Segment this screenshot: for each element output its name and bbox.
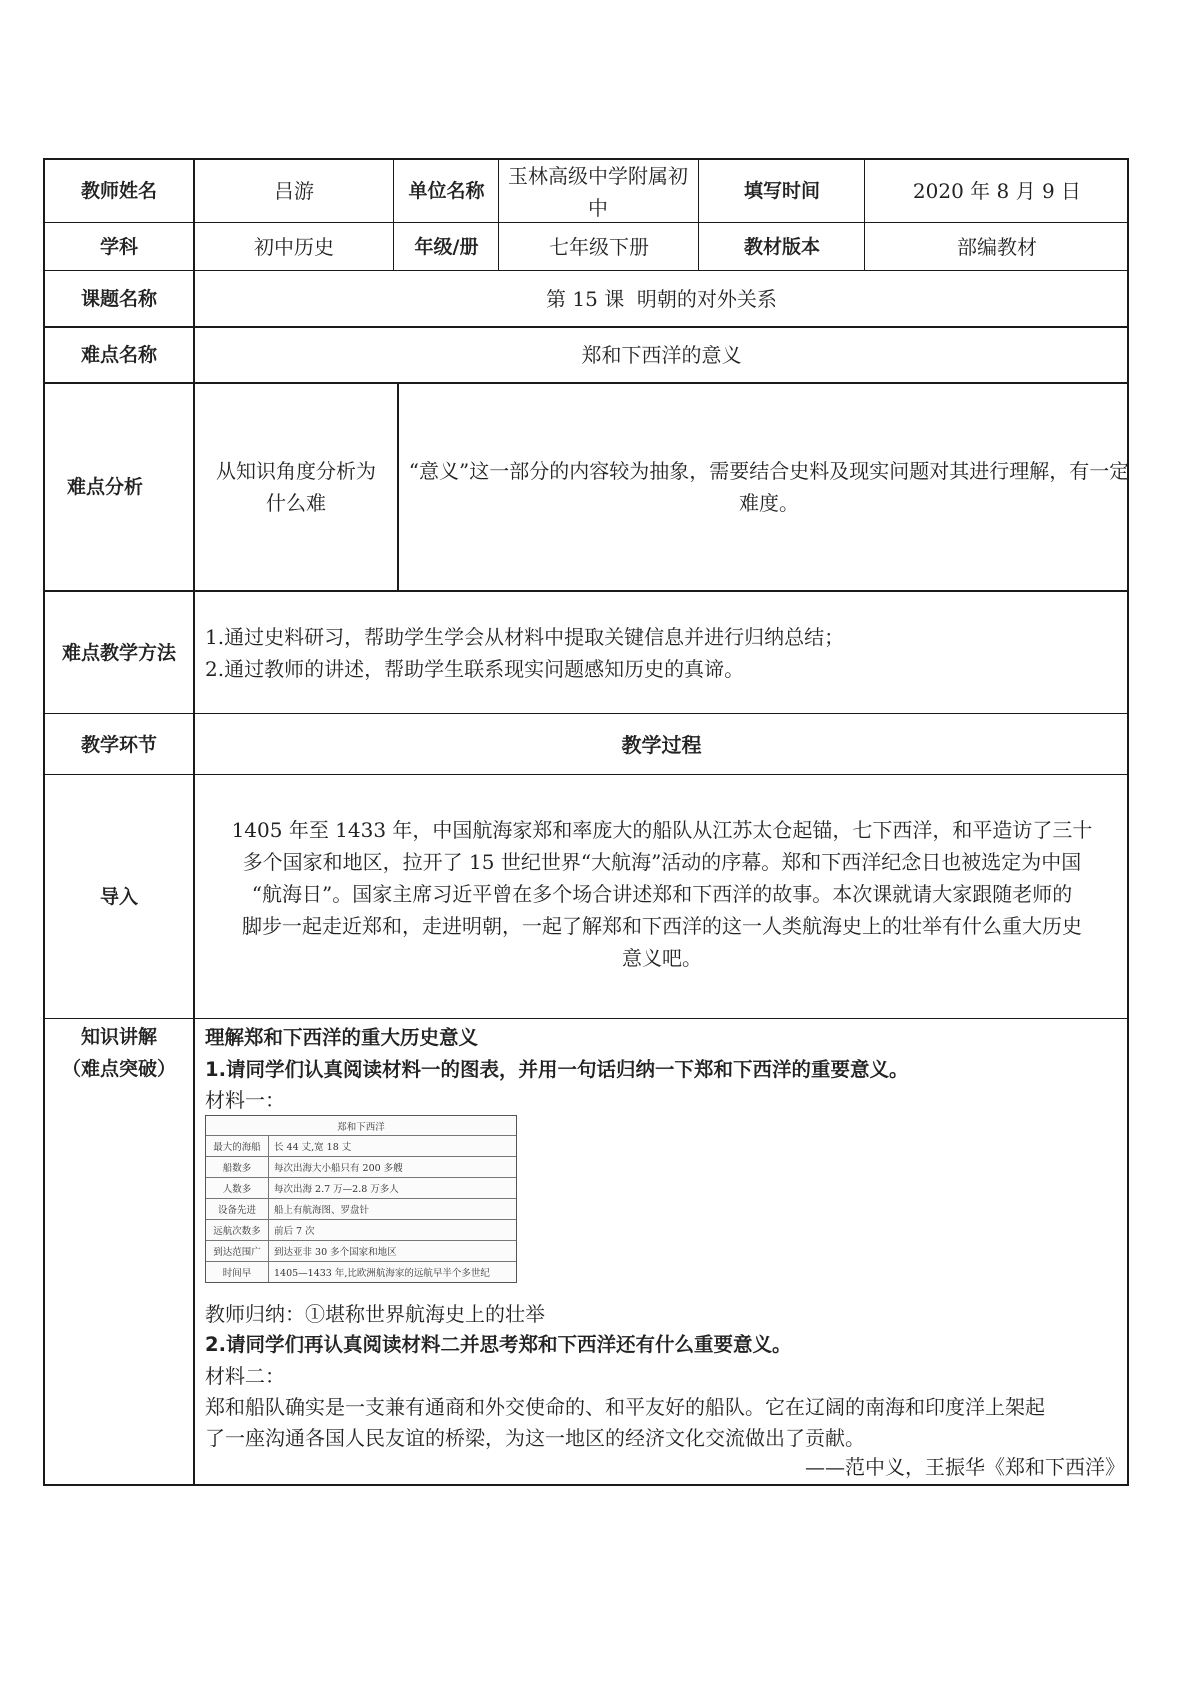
col-divider <box>864 158 865 270</box>
method-line-1: 1.通过史料研习，帮助学生学会从材料中提取关键信息并进行归纳总结； <box>205 625 845 649</box>
analysis-value: “意义”这一部分的内容较为抽象，需要结合史料及现实问题对其进行理解，有一定难度。 <box>408 459 1130 515</box>
material-row-value: 1405—1433 年,比欧洲航海家的远航早半个多世纪 <box>274 1267 490 1279</box>
row-divider <box>43 774 1129 775</box>
edition: 部编教材 <box>957 235 1037 259</box>
intro-line: 多个国家和地区，拉开了 15 世纪世界“大航海”活动的序幕。郑和下西洋纪念日也被选定为中国 <box>242 850 1082 874</box>
unit-label: 单位名称 <box>408 180 485 202</box>
topic-label: 课题名称 <box>80 288 157 310</box>
material-2-label: 材料二： <box>205 1364 285 1388</box>
method-line-2: 2.通过教师的讲述，帮助学生联系现实问题感知历史的真谛。 <box>205 657 745 681</box>
teacher-label: 教师姓名 <box>80 180 157 202</box>
date-label: 填写时间 <box>743 180 820 202</box>
col-divider <box>393 158 394 270</box>
material-row-value: 到达亚非 30 多个国家和地区 <box>274 1246 397 1258</box>
material-row-key: 最大的海船 <box>213 1141 261 1153</box>
row-divider <box>43 713 1129 714</box>
intro-text <box>199 814 1125 974</box>
edition-label: 教材版本 <box>743 236 820 258</box>
row-divider <box>43 590 1129 592</box>
analysis-label: 难点分析 <box>66 476 143 498</box>
material-1-label: 材料一： <box>205 1088 285 1112</box>
topic-value: 第 15 课 明朝的对外关系 <box>546 287 777 311</box>
material-row-value: 前后 7 次 <box>274 1225 315 1237</box>
knowledge-sub-label: （难点突破） <box>61 1058 176 1080</box>
knowledge-label: 知识讲解 <box>80 1026 157 1048</box>
row-divider <box>43 270 1129 271</box>
knowledge-title: 理解郑和下西洋的重大历史意义 <box>205 1026 479 1049</box>
difficulty-label: 难点名称 <box>80 344 157 366</box>
col-divider <box>498 158 499 270</box>
process-step-label: 教学环节 <box>80 733 157 756</box>
grade-label: 年级/册 <box>414 236 479 258</box>
material-2-line: 了一座沟通各国人民友谊的桥梁，为这一地区的经济文化交流做出了贡献。 <box>205 1426 865 1450</box>
intro-line: “航海日”。国家主席习近平曾在多个场合讲述郑和下西洋的故事。本次课就请大家跟随老师的 <box>251 882 1073 906</box>
grade: 七年级下册 <box>549 235 649 259</box>
difficulty-value: 郑和下西洋的意义 <box>581 343 742 367</box>
material-row-key: 远航次数多 <box>213 1225 261 1237</box>
material-table-title: 郑和下西洋 <box>337 1121 385 1133</box>
question-2: 2.请同学们再认真阅读材料二并思考郑和下西洋还有什么重要意义。 <box>205 1333 792 1356</box>
process-label: 教学过程 <box>621 732 702 757</box>
teacher-name: 吕游 <box>274 179 314 203</box>
fill-date: 2020 年 8 月 9 日 <box>912 179 1082 203</box>
method-label: 难点教学方法 <box>61 641 176 664</box>
material-row-key: 设备先进 <box>217 1204 256 1216</box>
material-row-key: 船数多 <box>222 1162 252 1174</box>
unit-name: 玉林高级中学附属初中 <box>508 164 688 220</box>
material-row-key: 时间早 <box>222 1267 252 1279</box>
material-row-value: 船上有航海图、罗盘针 <box>274 1204 370 1216</box>
intro-line: 意义吧。 <box>622 946 702 970</box>
material-row-value: 每次出海大小船只有 200 多艘 <box>274 1162 403 1174</box>
intro-line: 脚步一起走近郑和，走进明朝，一起了解郑和下西洋的这一人类航海史上的壮举有什么重大历史 <box>242 914 1082 938</box>
col-divider <box>698 158 699 270</box>
material-row-key: 到达范围广 <box>213 1246 261 1258</box>
subject-label: 学科 <box>99 236 138 258</box>
material-2-source: ——范中义，王振华《郑和下西洋》 <box>805 1455 1125 1479</box>
material-row-value: 每次出海 2.7 万—2.8 万多人 <box>274 1183 399 1195</box>
material-row-key: 人数多 <box>222 1183 252 1195</box>
subject: 初中历史 <box>254 235 334 259</box>
intro-line: 1405 年至 1433 年，中国航海家郑和率庞大的船队从江苏太仓起锚，七下西洋，和平造访了三十 <box>231 818 1093 842</box>
question-1: 1.请同学们认真阅读材料一的图表，并用一句话归纳一下郑和下西洋的重要意义。 <box>205 1058 909 1081</box>
material-2-line: 郑和船队确实是一支兼有通商和外交使命的、和平友好的船队。它在辽阔的南海和印度洋上架起 <box>205 1395 1045 1419</box>
analysis-sub-label: 从知识角度分析为什么难 <box>216 459 376 515</box>
intro-label: 导入 <box>99 886 138 908</box>
material-1-table <box>205 1115 517 1283</box>
row-divider <box>43 1018 1129 1019</box>
col-divider <box>397 382 399 590</box>
material-row-value: 长 44 丈,宽 18 丈 <box>274 1141 352 1153</box>
teacher-summary: 教师归纳：①堪称世界航海史上的壮举 <box>205 1302 545 1326</box>
